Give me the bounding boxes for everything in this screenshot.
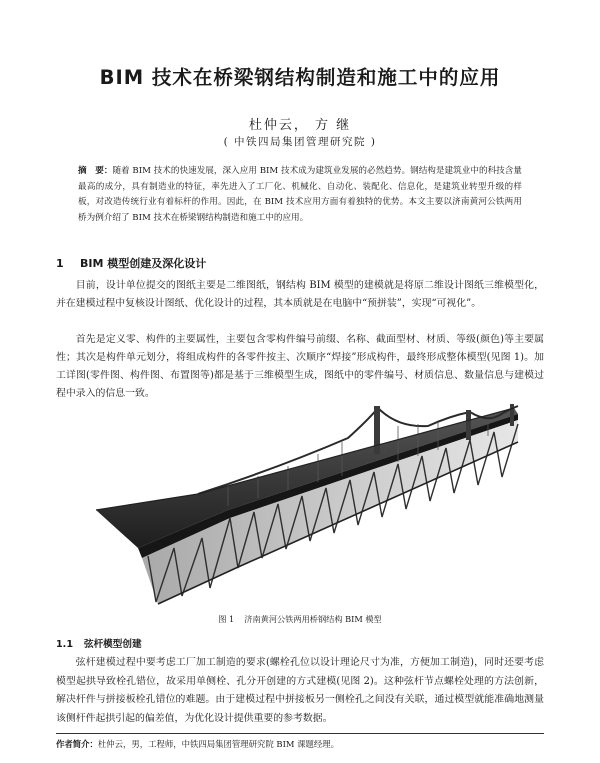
paper-title: BIM 技术在桥梁钢结构制造和施工中的应用 bbox=[99, 66, 501, 89]
bridge-model-illustration bbox=[78, 398, 522, 608]
footnote-text: 杜仲云，男，工程师，中铁四局集团管理研究院 BIM 课题经理。 bbox=[97, 739, 339, 749]
figure-caption bbox=[0, 614, 600, 625]
footnote-label: 作者简介： bbox=[56, 739, 98, 749]
body-paragraph-1: 目前，设计单位提交的图纸主要是二维图纸，钢结构 BIM 模型的建模就是将原二维设计图纸三维模型化，并在建模过程中复核设计图纸、优化设计的过程，其本质就是在电脑中“预拼装”，实现“可视化”。 bbox=[56, 280, 544, 309]
subsection-title: 弦杆模型创建 bbox=[84, 639, 142, 650]
body-paragraph-2: 首先是定义零、构件的主要属性，主要包含零构件编号前缀、名称、截面型材、材质、等级(颜色)等主要属性；其次是构件单元划分，将组成构件的各零件按主、次顺序“焊接”形成构件，最终形成整体模型(见图 1)。加工详图(零件图、构件图、布置图等)都是基于三维模型生成，图纸中的零件编号、材质信息、数量信息与建模过程中录入的信息一致。 bbox=[56, 334, 544, 399]
footnote-divider bbox=[56, 733, 544, 734]
abstract bbox=[78, 164, 522, 226]
figure-bridge-model bbox=[78, 398, 522, 608]
section-number: 1 bbox=[56, 257, 64, 270]
section-title: BIM 模型创建及深化设计 bbox=[80, 257, 207, 270]
author-names: 杜仲云， 方 继 bbox=[248, 118, 352, 133]
author-footnote bbox=[56, 738, 544, 750]
abstract-text: 随着 BIM 技术的快速发展，深入应用 BIM 技术成为建筑业发展的必然趋势。钢结构是建筑业中的科技含量最高的成分，具有制造业的特征，率先进入了工厂化、机械化、自动化、装配化、信息化，是建筑业转型升级的样板，对改造传统行业有着标杆的作用。因此，在 BIM 技术应用方面有着独特的优势。本文主要以济南黄河公铁两用桥为例介绍了 BIM 技术在桥梁钢结构制造和施工中的应用。 bbox=[78, 166, 522, 223]
body-paragraph-3: 弦杆建模过程中要考虑工厂加工制造的要求(螺栓孔位以设计理论尺寸为准，方便加工制造)，同时还要考虑模型起拱导致栓孔错位，故采用单侧栓、孔分开创建的方式建模(见图 2)。这种弦杆节点螺栓处理的方法创新，解决杆件与拼接板栓孔错位的难题。由于建模过程中拼接板另一侧栓孔之间没有关联，通过模型就能准确地测量该侧杆件起拱引起的偏差值，为优化设计提供重要的参考数据。 bbox=[56, 657, 544, 724]
author-affiliation: ( 中铁四局集团管理研究院 ) bbox=[223, 136, 377, 148]
subsection-heading-1-1 bbox=[56, 636, 544, 650]
subsection-number: 1.1 bbox=[56, 639, 73, 650]
abstract-label: 摘 要： bbox=[78, 166, 113, 176]
figure-number: 图 1 bbox=[218, 614, 235, 624]
figure-caption-text: 济南黄河公铁两用桥钢结构 BIM 模型 bbox=[244, 614, 382, 624]
section-heading-1 bbox=[56, 255, 546, 271]
